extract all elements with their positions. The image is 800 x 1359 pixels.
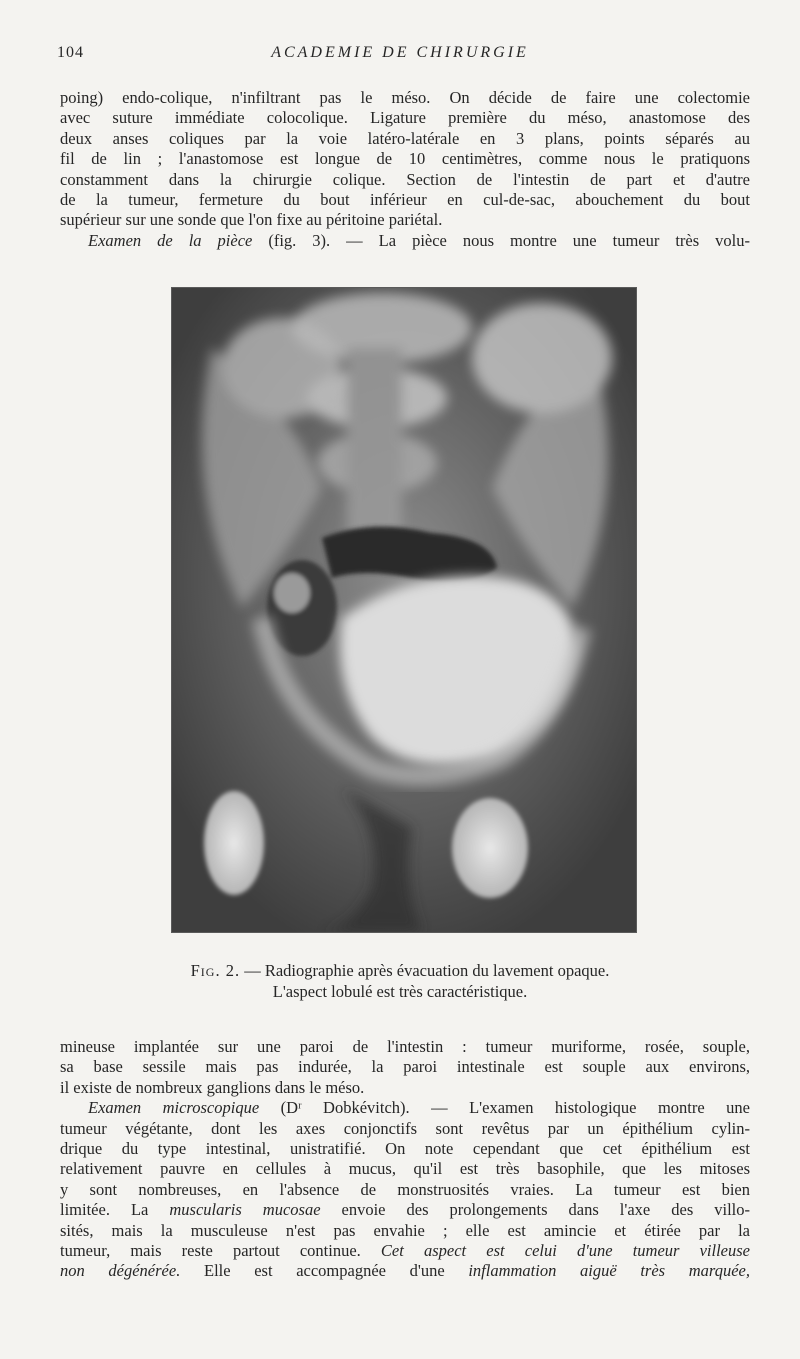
text-line: y sont nombreuses, en l'absence de monstruosités vraies. La tumeur est bien bbox=[60, 1179, 750, 1199]
text-fragment: tumeur, mais reste partout continue. bbox=[60, 1241, 381, 1261]
text-line: constamment dans la chirurgie colique. Section de l'intestin de part et d'autre bbox=[60, 169, 750, 189]
italic-text: Cet aspect est celui d'une tumeur villeuse bbox=[380, 1241, 750, 1261]
italic-heading: Examen microscopique bbox=[88, 1098, 260, 1118]
text-line: sités, mais la musculeuse n'est pas envahie ; elle est amincie et étirée par la bbox=[60, 1220, 750, 1240]
text-line: supérieur sur une sonde que l'on fixe au péritoine pariétal. bbox=[60, 210, 443, 230]
text-line: de la tumeur, fermeture du bout inférieur en cul-de-sac, abouchement du bout bbox=[60, 190, 750, 210]
caption-line bbox=[0, 960, 800, 981]
text-line: avec suture immédiate colocolique. Ligature première du méso, anastomose des bbox=[60, 108, 750, 128]
text-line bbox=[60, 1261, 750, 1281]
text-line: relativement pauvre en cellules à mucus, qu'il est très basophile, que les mitoses bbox=[60, 1159, 750, 1179]
text-line bbox=[60, 1241, 750, 1261]
text-fragment: limitée. La bbox=[60, 1200, 149, 1220]
radiograph-image bbox=[172, 288, 636, 932]
figure-label: Fig. 2. bbox=[190, 961, 241, 980]
text-line: poing) endo-colique, n'infiltrant pas le méso. On décide de faire une colectomie bbox=[60, 88, 750, 107]
text-fragment: envoie des prolongements dans l'axe des villo- bbox=[320, 1200, 750, 1220]
italic-text: inflammation aiguë très marquée, bbox=[468, 1261, 750, 1281]
text-line: sa base sessile mais pas indurée, la paroi intestinale est souple aux environs, bbox=[60, 1057, 750, 1077]
text-line bbox=[60, 231, 750, 251]
italic-text: non dégénérée. bbox=[60, 1261, 181, 1281]
italic-heading: Examen de la pièce bbox=[88, 230, 253, 250]
text-line: il existe de nombreux ganglions dans le méso. bbox=[60, 1077, 365, 1097]
text-fragment: (Dʳ Dobkévitch). — L'examen histologique montre une bbox=[259, 1098, 750, 1118]
text-line bbox=[60, 1098, 750, 1118]
text-fragment: Elle est accompagnée d'une bbox=[180, 1261, 469, 1281]
caption-text: — Radiographie après évacuation du lavement opaque. bbox=[240, 961, 610, 980]
caption-line: L'aspect lobulé est très caractéristique. bbox=[272, 982, 528, 1001]
text-line: tumeur végétante, dont les axes conjonctifs sont revêtus par un épithélium cylin- bbox=[60, 1118, 750, 1138]
running-title: ACADEMIE DE CHIRURGIE bbox=[271, 44, 529, 61]
text-line: drique du type intestinal, unistratifié. On note cependant que cet épithélium est bbox=[60, 1139, 750, 1159]
text-fragment: (fig. 3). — La pièce nous montre une tumeur très volu- bbox=[252, 230, 750, 250]
paragraph-bottom bbox=[60, 1037, 750, 1282]
text-line: deux anses coliques par la voie latéro-latérale en 3 plans, points séparés au bbox=[60, 128, 750, 148]
radiograph-figure bbox=[172, 288, 636, 932]
italic-term: muscularis mucosae bbox=[169, 1200, 321, 1220]
page-number: 104 bbox=[57, 44, 84, 61]
paragraph-top bbox=[60, 88, 750, 251]
text-line bbox=[60, 1200, 750, 1220]
figure-caption bbox=[0, 960, 800, 1002]
text-line: mineuse implantée sur une paroi de l'intestin : tumeur muriforme, rosée, souple, bbox=[60, 1037, 750, 1056]
text-line: fil de lin ; l'anastomose est longue de 10 centimètres, comme nous le pratiquons bbox=[60, 149, 750, 169]
